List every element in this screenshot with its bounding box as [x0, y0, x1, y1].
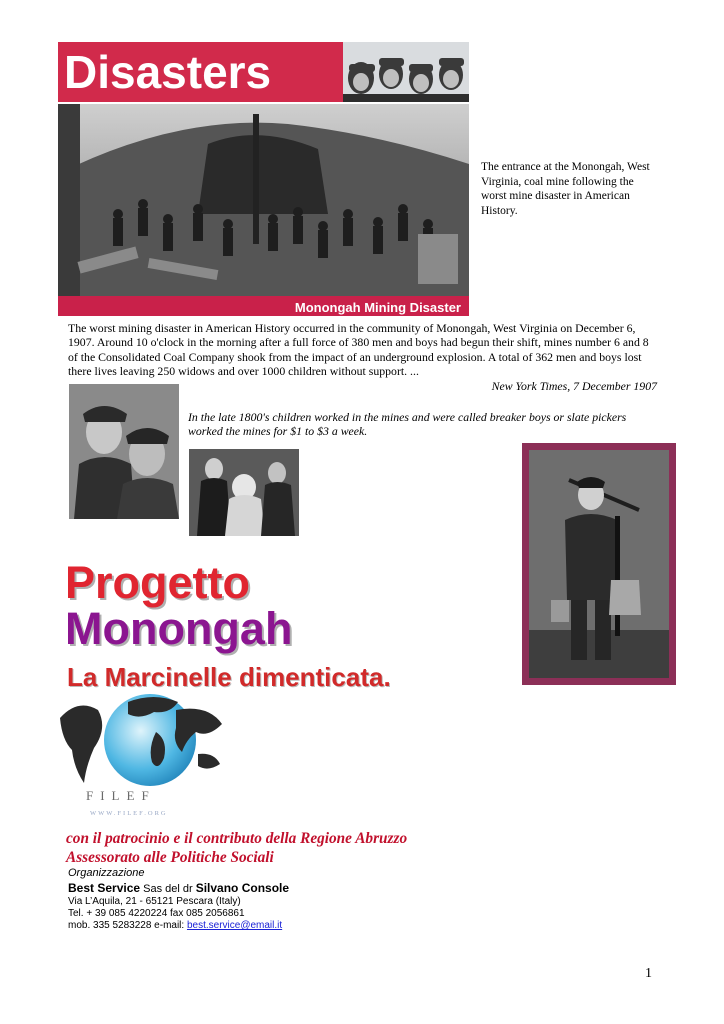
- photo-caption-bar: [58, 296, 469, 316]
- organization-label: Organizzazione: [68, 867, 145, 879]
- project-subtitle: La Marcinelle dimenticata.: [67, 662, 391, 692]
- person-name: Silvano Console: [195, 881, 290, 895]
- filef-logo-name: FILEF: [86, 788, 156, 803]
- patronage-line-2: Assessorato alle Politiche Sociali: [66, 849, 274, 866]
- project-title-progetto: Progetto: [65, 557, 250, 608]
- mine-entrance-photo: [58, 104, 469, 316]
- email-link[interactable]: best.service@email.it: [186, 920, 283, 931]
- breaker-boys-photo: [69, 384, 179, 519]
- miner-photo: [529, 450, 669, 678]
- side-caption: The entrance at the Monongah, West Virginia, coal mine following the worst mine disaster in American History.: [481, 161, 650, 217]
- patronage-line-1: con il patrocinio e il contributo della Regione Abruzzo: [66, 830, 408, 847]
- filef-globe-logo: [58, 688, 226, 788]
- mobile-line: [68, 920, 282, 932]
- phone-line: Tel. + 39 085 4220224 fax 085 2056861: [68, 908, 245, 919]
- contact-block: [68, 896, 282, 932]
- project-title-monongah: Monongah: [65, 603, 293, 654]
- banner-title: Disasters: [64, 46, 272, 98]
- address-line: Via L’Aquila, 21 - 65121 Pescara (Italy): [68, 896, 241, 907]
- filef-logo-url: WWW.FILEF.ORG: [90, 810, 168, 817]
- banner-faces-photo: [343, 42, 469, 102]
- disasters-banner: [58, 42, 469, 102]
- miner-photo-frame: [522, 443, 676, 685]
- organization-line: [68, 881, 289, 895]
- banner-red-panel: [58, 42, 343, 102]
- company-suffix: Sas del dr: [143, 883, 193, 895]
- source-citation: New York Times, 7 December 1907: [491, 379, 657, 393]
- intro-paragraph: The worst mining disaster in American History occurred in the community of Monongah, West Virginia on December 6, 1907. Around 10 o'clock in the morning after a full force of 380 men and boys had begun their shift, mines number 6 and 8 of the Consolidated Coal Company shook from the impact of an underground explosion. A total of 362 men and boys lost there lives leaving 250 widows and over 1000 children without support. ...: [68, 321, 649, 379]
- page-number: 1: [645, 966, 652, 981]
- mobile-text: mob. 335 5283228 e-mail:: [68, 920, 185, 931]
- women-photo: [189, 449, 299, 536]
- photo-caption: Monongah Mining Disaster: [294, 300, 461, 315]
- company-name: Best Service: [68, 881, 141, 895]
- children-caption: In the late 1800's children worked in the mines and were called breaker boys or slate pickers worked the mines for $1 to $3 a week.: [188, 410, 627, 439]
